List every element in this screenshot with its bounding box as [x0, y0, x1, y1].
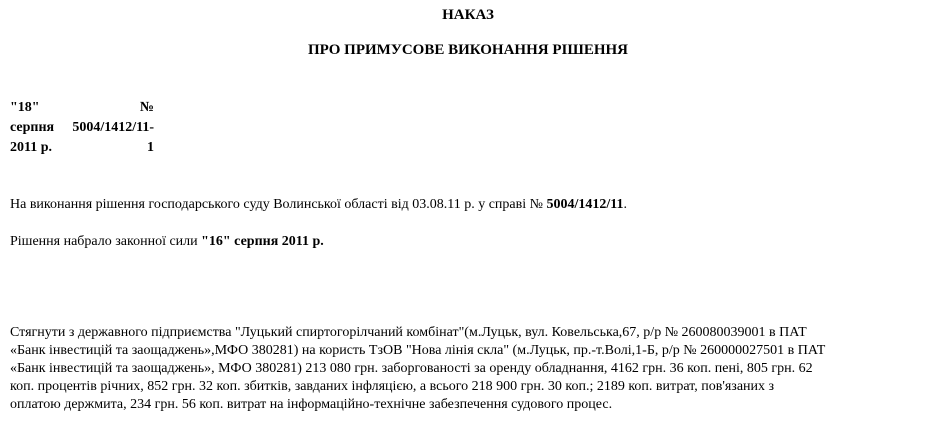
document-subtitle: ПРО ПРИМУСОВЕ ВИКОНАННЯ РІШЕННЯ — [308, 42, 628, 58]
case-reference: 5004/1412/11 — [546, 197, 624, 212]
document-title: НАКАЗ — [442, 7, 494, 23]
recovery-line: оплатою держмита, 234 грн. 56 коп. витрат на інформаційно-технічне забезпечення судового процес. — [10, 397, 613, 412]
case-number: 5004/1412/11- — [72, 120, 154, 135]
effective-text: Рішення набрало законної сили — [10, 234, 202, 249]
execution-paragraph — [10, 196, 627, 214]
effective-date-paragraph — [10, 233, 324, 251]
date-month: серпня — [10, 120, 55, 135]
effective-date: "16" серпня 2011 р. — [201, 234, 324, 249]
case-number-suffix: 1 — [147, 140, 154, 155]
recovery-line: коп. процентів річних, 852 грн. 32 коп. збитків, завданих інфляцією, а всього 218 900 грн. 30 коп.; 2189 коп. витрат, пов'язаних з — [10, 379, 775, 394]
date-day: "18" — [10, 100, 40, 115]
recovery-paragraph — [10, 324, 930, 414]
date-number-block — [10, 98, 154, 158]
recovery-line: «Банк інвестицій та заощаджень», МФО 380281) 213 080 грн. заборгованості за оренду обладнання, 4162 грн. 36 коп. пені, 805 грн. 62 — [10, 361, 813, 376]
execution-text: На виконання рішення господарського суду Волинської області від 03.08.11 р. у справі № — [10, 197, 547, 212]
number-sign: № — [139, 100, 154, 115]
recovery-line: «Банк інвестицій та заощаджень»,МФО 380281) на користь ТзОВ "Нова лінія скла" (м.Луцьк, пр.-т.Волі,1-Б, р/р № 260000027501 в ПАТ — [10, 343, 826, 358]
recovery-line: Стягнути з державного підприємства "Луцький спиртогорілчаний комбінат"(м.Луцьк, вул. Ковельська,67, р/р № 260080039001 в ПАТ — [10, 325, 807, 340]
date-year: 2011 р. — [10, 140, 53, 155]
execution-text-end: . — [623, 197, 627, 212]
